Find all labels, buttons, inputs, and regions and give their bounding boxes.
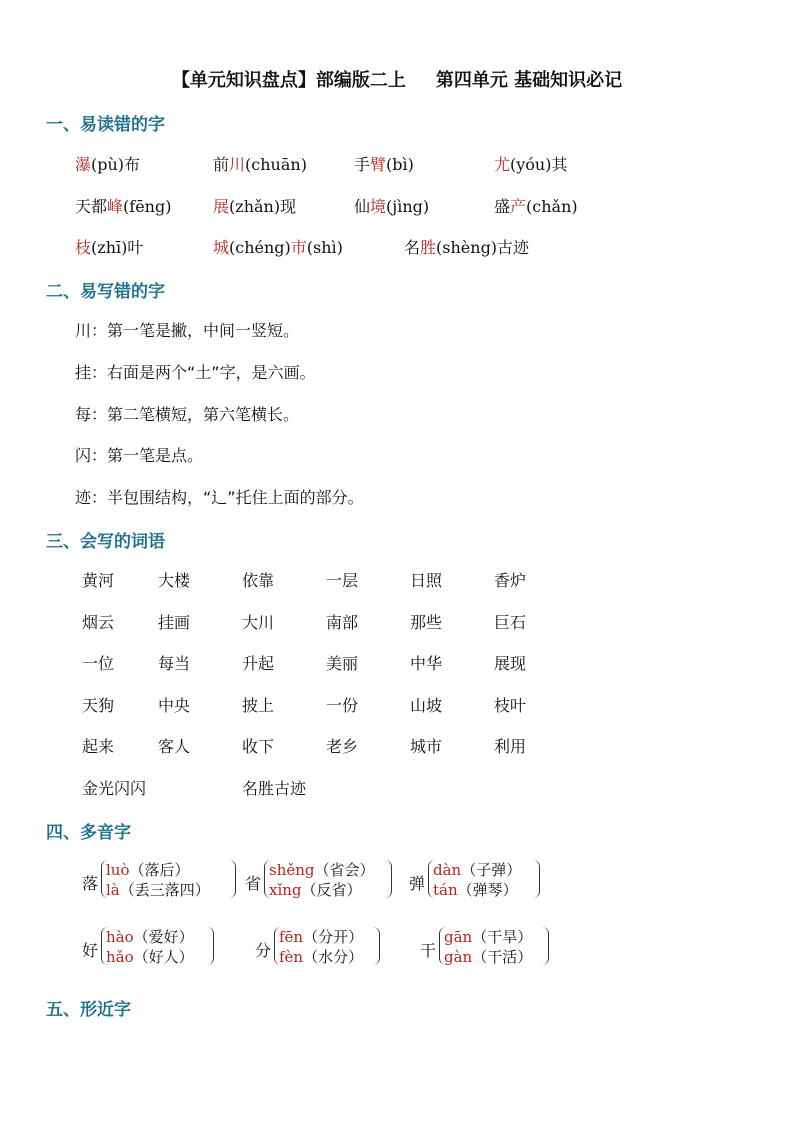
reading-item: 瀑(pù)布 xyxy=(75,155,141,174)
reading-item: 盛产(chǎn) xyxy=(494,197,578,216)
brace-close xyxy=(373,927,380,965)
polyphone-group xyxy=(82,927,222,967)
pinyin: luò xyxy=(106,861,130,879)
word-item: 披上 xyxy=(242,696,275,715)
polyphone-group xyxy=(420,927,560,967)
word-item: 大楼 xyxy=(158,571,191,590)
example-word: （丢三落四） xyxy=(119,881,210,899)
word-item: 一层 xyxy=(326,571,359,590)
word-item: 中华 xyxy=(410,654,443,673)
brace-close xyxy=(542,927,549,965)
word-item: 黄河 xyxy=(82,571,115,590)
pinyin: xǐng xyxy=(269,881,302,899)
example-word: （落后） xyxy=(129,861,190,879)
reading-item: 尤(yóu)其 xyxy=(494,155,568,174)
word-item: 收下 xyxy=(242,737,275,756)
brace-close xyxy=(229,860,236,898)
polyphone-group xyxy=(409,860,549,900)
example-word: （水分） xyxy=(303,948,364,966)
word-item: 烟云 xyxy=(82,613,115,632)
writing-rule: 闪：第一笔是点。 xyxy=(75,446,204,465)
word-item: 客人 xyxy=(158,737,191,756)
pinyin: tán xyxy=(433,881,458,899)
example-word: （弹琴） xyxy=(457,881,518,899)
word-item: 利用 xyxy=(494,737,527,756)
example-word: （子弹） xyxy=(461,861,522,879)
writing-rule: 迹：半包围结构，“辶”托住上面的部分。 xyxy=(75,488,364,507)
word-item: 山坡 xyxy=(410,696,443,715)
section-heading-similar-chars: 五、形近字 xyxy=(46,1000,131,1020)
word-item: 日照 xyxy=(410,571,443,590)
polyphone-group xyxy=(82,860,242,900)
word-item: 城市 xyxy=(410,737,443,756)
reading-item: 展(zhǎn)现 xyxy=(213,197,297,216)
word-item: 名胜古迹 xyxy=(242,779,307,798)
writing-rule: 挂：右面是两个“土”字，是六画。 xyxy=(75,363,316,382)
word-item: 南部 xyxy=(326,613,359,632)
word-item: 枝叶 xyxy=(494,696,527,715)
writing-rule: 每：第二笔横短，第六笔横长。 xyxy=(75,405,300,424)
word-item: 金光闪闪 xyxy=(82,779,147,798)
word-item: 一份 xyxy=(326,696,359,715)
title-unit: 第四单元 基础知识必记 xyxy=(435,70,623,91)
pinyin: gān xyxy=(444,928,473,946)
word-item: 老乡 xyxy=(326,737,359,756)
word-item: 巨石 xyxy=(494,613,527,632)
polyphone-char: 省 xyxy=(245,874,262,893)
pinyin: shěng xyxy=(269,861,315,879)
word-item: 升起 xyxy=(242,654,275,673)
word-item: 起来 xyxy=(82,737,115,756)
example-word: （省会） xyxy=(314,861,375,879)
example-word: （干活） xyxy=(472,948,533,966)
reading-item: 天都峰(fēng) xyxy=(75,197,172,216)
word-item: 天狗 xyxy=(82,696,115,715)
reading-item: 枝(zhī)叶 xyxy=(75,238,144,257)
example-word: （干旱） xyxy=(472,928,533,946)
word-item: 大川 xyxy=(242,613,275,632)
word-item: 挂画 xyxy=(158,613,191,632)
example-word: （反省） xyxy=(301,881,362,899)
pinyin: fēn xyxy=(279,928,304,946)
example-word: （爱好） xyxy=(133,928,194,946)
title-main: 【单元知识盘点】部编版二上 xyxy=(171,70,406,91)
pinyin: dàn xyxy=(433,861,462,879)
brace-close xyxy=(533,860,540,898)
word-item: 依靠 xyxy=(242,571,275,590)
section-heading-readings: 一、易读错的字 xyxy=(46,115,165,135)
reading-item: 前川(chuān) xyxy=(213,155,307,174)
reading-item: 手臂(bì) xyxy=(354,155,414,174)
polyphone-char: 落 xyxy=(82,874,99,893)
pinyin: hào xyxy=(106,928,134,946)
word-item: 那些 xyxy=(410,613,443,632)
brace-close xyxy=(207,927,214,965)
word-item: 美丽 xyxy=(326,654,359,673)
writing-rule: 川：第一笔是撇，中间一竖短。 xyxy=(75,321,300,340)
section-heading-writing: 二、易写错的字 xyxy=(46,282,165,302)
example-word: （分开） xyxy=(303,928,364,946)
example-word: （好人） xyxy=(133,948,194,966)
pinyin: gàn xyxy=(444,948,473,966)
word-item: 每当 xyxy=(158,654,191,673)
reading-item: 城(chéng)市(shì) xyxy=(213,238,343,257)
polyphone-char: 干 xyxy=(420,941,437,960)
brace-close xyxy=(385,860,392,898)
page-title xyxy=(0,66,794,92)
word-item: 展现 xyxy=(494,654,527,673)
polyphone-group xyxy=(245,860,395,900)
pinyin: là xyxy=(106,881,120,899)
polyphone-char: 弹 xyxy=(409,874,426,893)
section-heading-words: 三、会写的词语 xyxy=(46,532,165,552)
word-item: 一位 xyxy=(82,654,115,673)
polyphone-group xyxy=(255,927,395,967)
pinyin: hǎo xyxy=(106,948,134,966)
word-item: 中央 xyxy=(158,696,191,715)
reading-item: 仙境(jìng) xyxy=(354,197,430,216)
section-heading-polyphones: 四、多音字 xyxy=(46,823,131,843)
word-item: 香炉 xyxy=(494,571,527,590)
polyphone-char: 好 xyxy=(82,941,99,960)
pinyin: fèn xyxy=(279,948,304,966)
reading-item: 名胜(shèng)古迹 xyxy=(404,238,530,257)
polyphone-char: 分 xyxy=(255,941,272,960)
